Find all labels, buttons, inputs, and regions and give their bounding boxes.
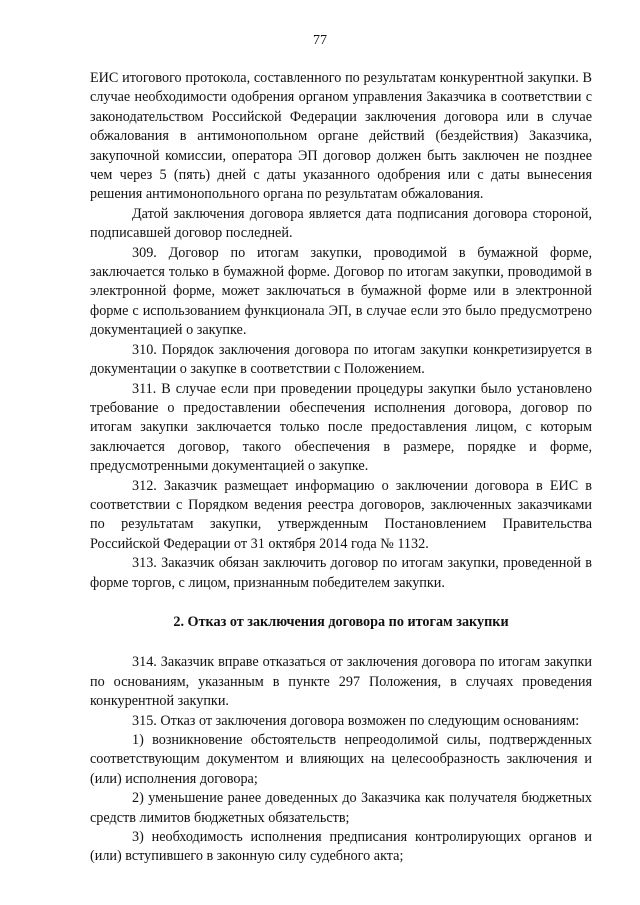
- paragraph-protocol-continuation: ЕИС итогового протокола, составленного по результатам конкурентной закупки. В случае необходимости одобрения органом управления Заказчика в соответствии с законодательством Российской Федерации заключения договора или в случае обжалования в антимонопольном органе действий (бездействия) Заказчика, закупочной комиссии, оператора ЭП договор должен быть заключен не позднее чем через 5 (пять) дней с даты указанного одобрения или с даты вынесения решения антимонопольного органа по результатам обжалования.: [90, 70, 592, 203]
- list-item-2: 2) уменьшение ранее доведенных до Заказчика как получателя бюджетных средств лимитов бюджетных обязательств;: [90, 790, 592, 826]
- list-item-3: 3) необходимость исполнения предписания контролирующих органов и (или) вступившего в законную силу судебного акта;: [90, 829, 592, 865]
- section-heading: 2. Отказ от заключения договора по итогам закупки: [173, 613, 509, 630]
- paragraph-313: 313. Заказчик обязан заключить договор по итогам закупки, проведенной в форме торгов, с лицом, признанным победителем закупки.: [90, 555, 592, 591]
- paragraph-309: 309. Договор по итогам закупки, проводимой в бумажной форме, заключается только в бумажной форме. Договор по итогам закупки, проводимой в электронной форме, может заключаться в бумажной форме или в электронной форме с использованием функционала ЭП, в случае если это было предусмотрено документацией о закупке.: [90, 244, 592, 339]
- paragraph-311: 311. В случае если при проведении процедуры закупки было установлено требование о предоставлении обеспечения исполнения договора, договор по итогам закупки заключается только после предоставления лицом, с которым заключается договор, такого обеспечения в размере, порядке и форме, предусмотренными документацией о закупке.: [90, 380, 592, 475]
- paragraph-315: 315. Отказ от заключения договора возможен по следующим основаниям:: [132, 712, 580, 729]
- list-item-1: 1) возникновение обстоятельств непреодолимой силы, подтвержденных соответствующим документом и влияющих на целесообразность заключения и (или) исполнения договора;: [90, 732, 592, 787]
- paragraph-contract-date: Датой заключения договора является дата подписания договора стороной, подписавшей договор последней.: [90, 205, 592, 242]
- paragraph-310: 310. Порядок заключения договора по итогам закупки конкретизируется в документации о закупке в соответствии с Положением.: [90, 341, 592, 378]
- paragraph-312: 312. Заказчик размещает информацию о заключении договора в ЕИС в соответствии с Порядком ведения реестра договоров, заключенных заказчиками по результатам закупки, утвержденным Постановлением Правительства Российской Федерации от 31 октября 2014 года № 1132.: [90, 477, 592, 552]
- document-body: [90, 69, 592, 867]
- page-number: 77: [313, 33, 327, 48]
- paragraph-314: 314. Заказчик вправе отказаться от заключения договора по итогам закупки по основаниям, указанным в пункте 297 Положения, в случаях проведения конкурентной закупки.: [90, 654, 592, 710]
